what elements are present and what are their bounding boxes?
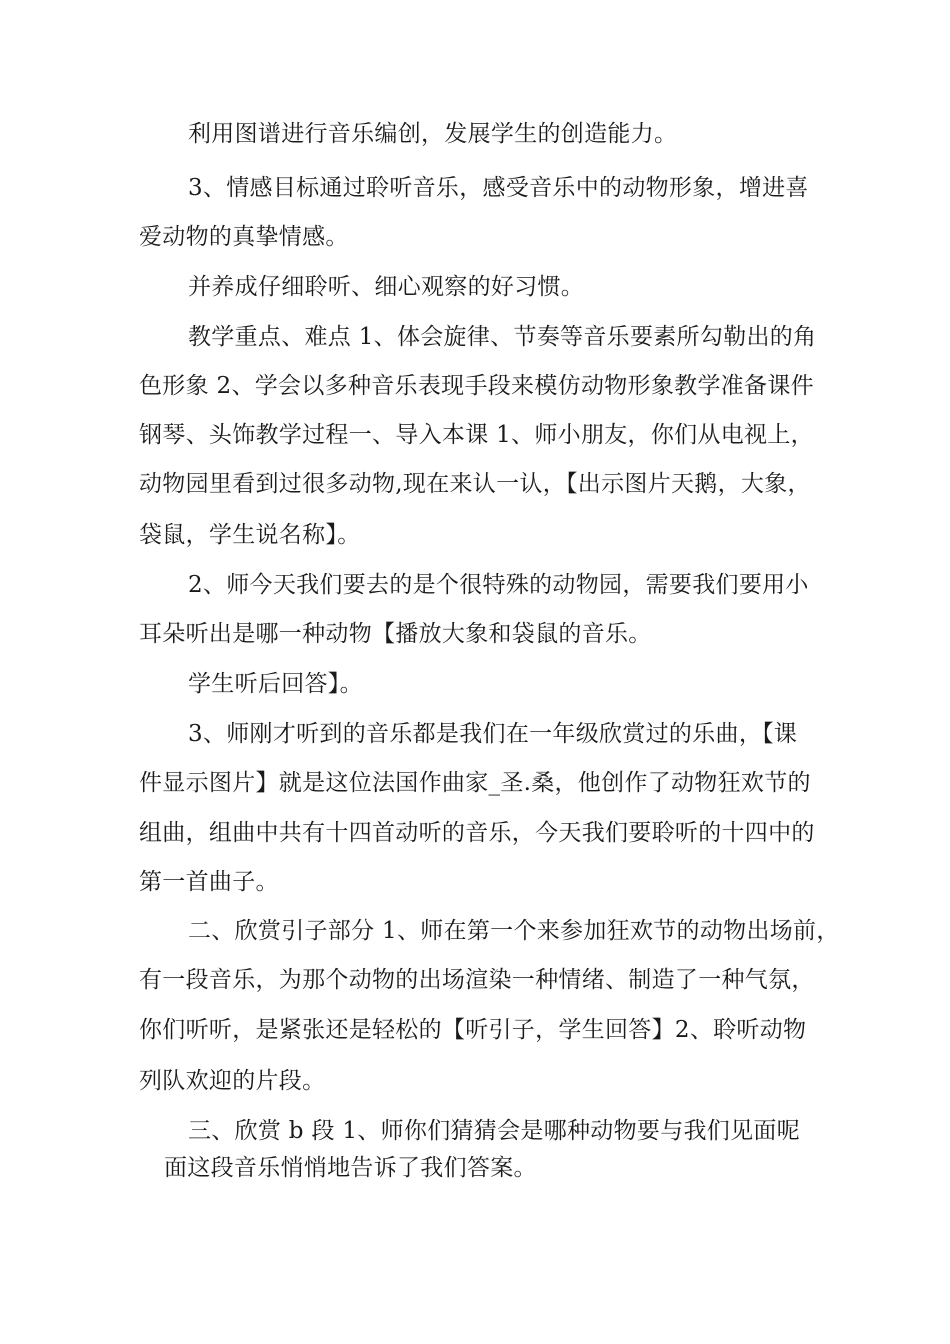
text-line: 动物园里看到过很多动物,现在来认一认，【出示图片天鹅，大象， bbox=[139, 471, 811, 497]
text-line: 钢琴、头饰教学过程一、导入本课 1、师小朋友，你们从电视上， bbox=[139, 422, 814, 448]
text-line: 学生听后回答】。 bbox=[188, 671, 363, 697]
text-line: 第一首曲子。 bbox=[139, 869, 279, 895]
text-line: 二、欣赏引子部分 1、师在第一个来参加狂欢节的动物出场前， bbox=[188, 918, 840, 944]
text-line: 2、师今天我们要去的是个很特殊的动物园，需要我们要用小 bbox=[188, 572, 809, 598]
text-line: 利用图谱进行音乐编创，发展学生的创造能力。 bbox=[188, 121, 678, 147]
text-line: 袋鼠，学生说名称】。 bbox=[139, 522, 361, 548]
text-line: 件显示图片】就是这位法国作曲家_圣.桑，他创作了动物狂欢节的 bbox=[139, 770, 811, 796]
text-line: 色形象 2、学会以多种音乐表现手段来模仿动物形象教学准备课件 bbox=[139, 373, 814, 399]
text-line: 3、情感目标通过聆听音乐，感受音乐中的动物形象，增进喜 bbox=[188, 175, 809, 201]
text-line: 你们听听，是紧张还是轻松的【听引子，学生回答】2、聆听动物 bbox=[139, 1017, 807, 1043]
text-line: 面这段音乐悄悄地告诉了我们答案。 bbox=[164, 1155, 537, 1181]
text-line: 组曲，组曲中共有十四首动听的音乐，今天我们要聆听的十四中的 bbox=[139, 820, 815, 846]
text-line: 三、欣赏 b 段 1、师你们猜猜会是哪种动物要与我们见面呢 bbox=[188, 1118, 800, 1144]
text-line: 有一段音乐，为那个动物的出场渲染一种情绪、制造了一种气氛， bbox=[139, 967, 815, 993]
text-line: 教学重点、难点 1、体会旋律、节奏等音乐要素所勾勒出的角 bbox=[188, 324, 817, 350]
text-line: 列队欢迎的片段。 bbox=[139, 1068, 326, 1094]
text-line: 爱动物的真挚情感。 bbox=[139, 224, 349, 250]
text-line: 3、师刚才听到的音乐都是我们在一年级欣赏过的乐曲，【课 bbox=[188, 721, 798, 747]
text-line: 耳朵听出是哪一种动物【播放大象和袋鼠的音乐。 bbox=[139, 621, 652, 647]
text-line: 并养成仔细聆听、细心观察的好习惯。 bbox=[188, 274, 585, 300]
